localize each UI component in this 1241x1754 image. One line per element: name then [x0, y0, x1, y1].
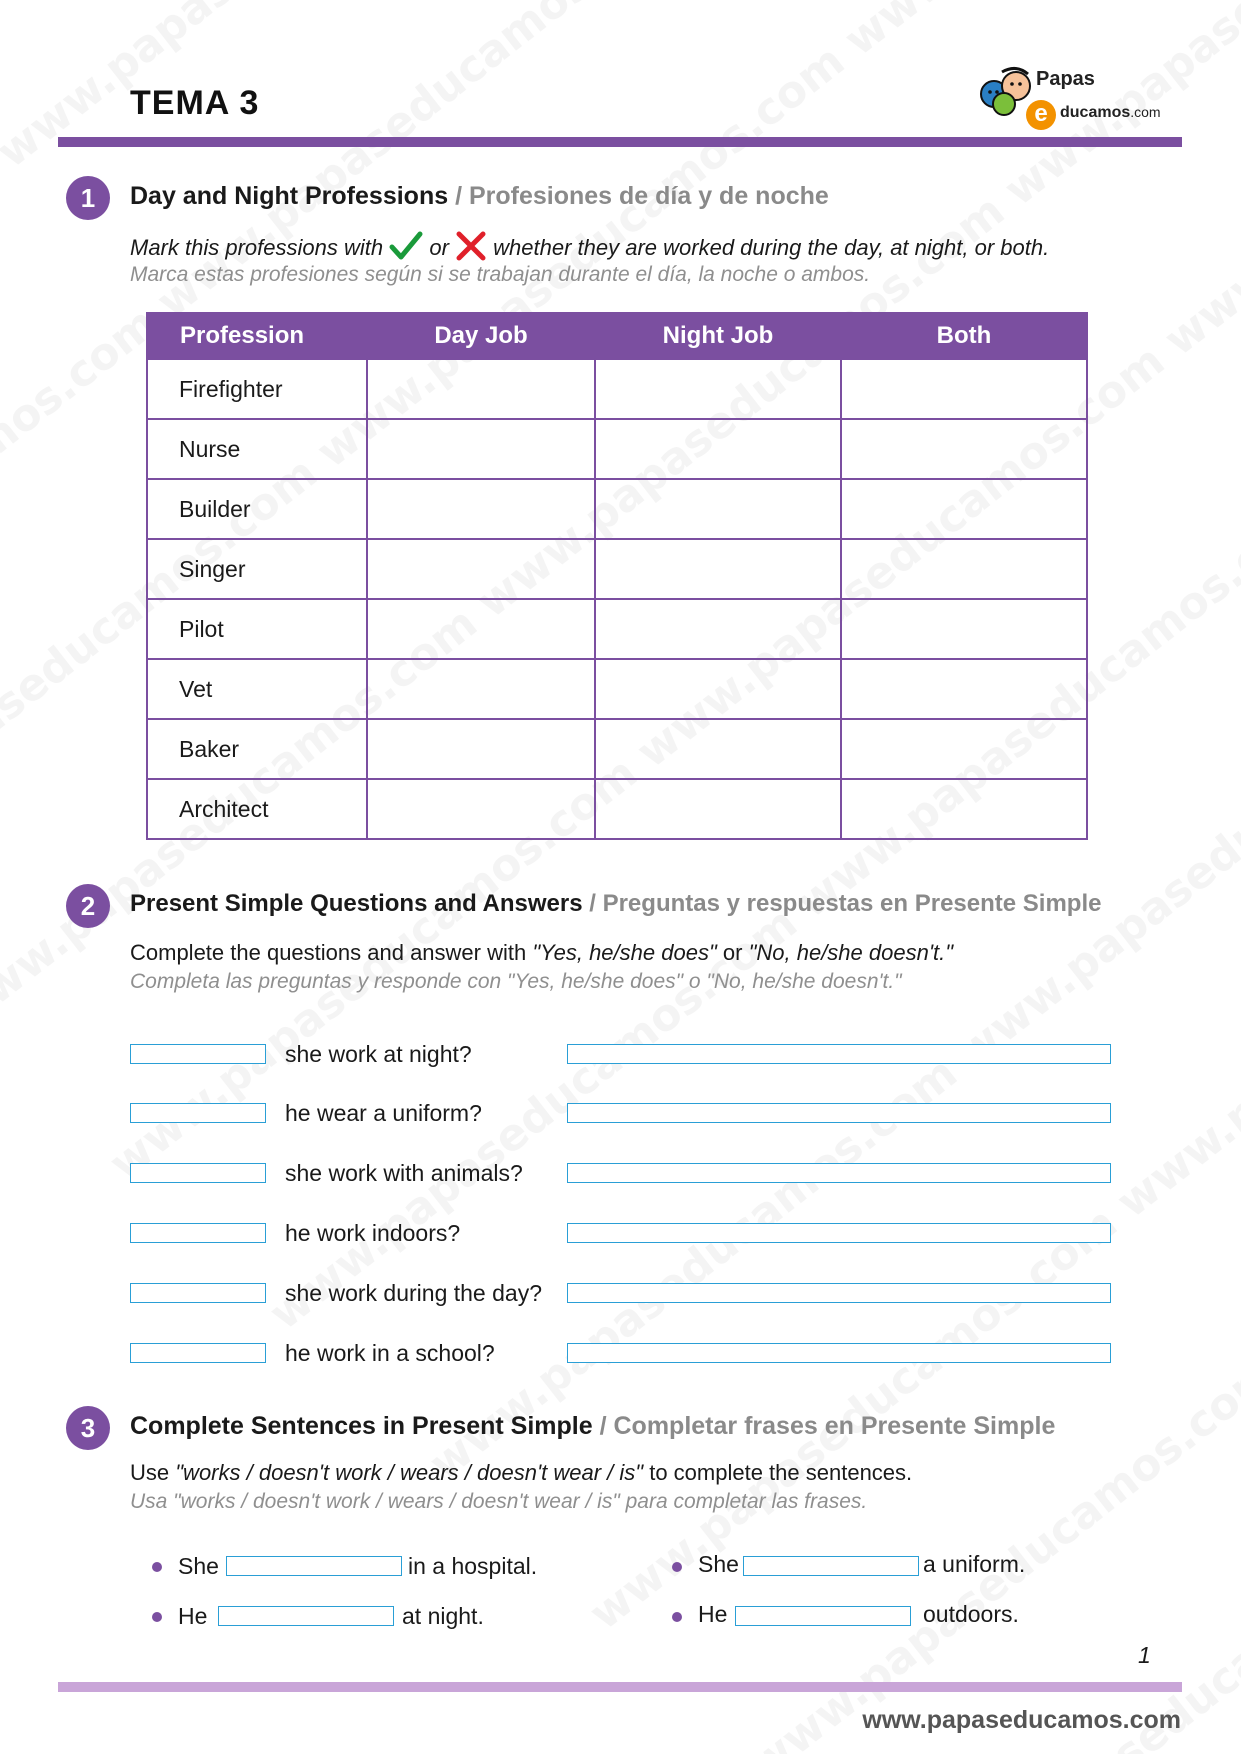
section-3-instructions-es: Usa "works / doesn't work / wears / doesn't wear / is" para completar las frases. [130, 1490, 868, 1513]
header-divider [58, 137, 1182, 147]
cell-both[interactable] [841, 599, 1087, 659]
section-3-title-en: Complete Sentences in Present Simple [130, 1412, 593, 1440]
page-title: TEMA 3 [130, 84, 260, 122]
logo-ducamos-main: ducamos [1060, 104, 1131, 121]
cell-day-job[interactable] [367, 599, 595, 659]
instr-part1: Mark this professions with [130, 235, 384, 260]
logo-text-papas: Papas [1036, 68, 1095, 90]
section-2-instructions [130, 940, 953, 966]
profession-name: Builder [147, 479, 367, 539]
table-row [147, 539, 1087, 599]
s2-instr-no: "No, he/she doesn't." [748, 940, 954, 965]
section-3-number: 3 [66, 1406, 110, 1450]
col-header-day-job: Day Job [367, 313, 595, 359]
profession-name: Architect [147, 779, 367, 839]
cell-day-job[interactable] [367, 359, 595, 419]
section-1-title-es: / Profesiones de día y de noche [455, 182, 829, 210]
sentence-rest: at night. [402, 1603, 484, 1629]
cell-day-job[interactable] [367, 539, 595, 599]
section-1-instructions [130, 231, 1049, 261]
sentence-subject: She [178, 1553, 219, 1579]
table-row [147, 419, 1087, 479]
section-1-number: 1 [66, 176, 110, 220]
section-3-title-es: / Completar frases en Presente Simple [599, 1412, 1056, 1440]
logo-e-badge: e [1026, 100, 1056, 130]
section-2-number: 2 [66, 884, 110, 928]
bullet [672, 1612, 682, 1622]
profession-name: Pilot [147, 599, 367, 659]
sentence-blank-input[interactable] [218, 1606, 394, 1626]
cell-day-job[interactable] [367, 779, 595, 839]
question-text: he work indoors? [285, 1220, 461, 1246]
cell-night-job[interactable] [595, 419, 841, 479]
answer-blank-input[interactable] [567, 1223, 1111, 1243]
cell-day-job[interactable] [367, 479, 595, 539]
cell-night-job[interactable] [595, 659, 841, 719]
profession-name: Firefighter [147, 359, 367, 419]
answer-blank-input[interactable] [567, 1044, 1111, 1064]
table-row [147, 479, 1087, 539]
sentence-subject: He [698, 1601, 728, 1627]
question-blank-input[interactable] [130, 1223, 266, 1243]
cell-day-job[interactable] [367, 659, 595, 719]
profession-name: Nurse [147, 419, 367, 479]
section-2-instructions-es: Completa las preguntas y responde con "Yes, he/she does" o "No, he/she doesn't." [130, 970, 902, 993]
s3-instr-part1: Use [130, 1460, 176, 1485]
sentence-rest: outdoors. [923, 1601, 1019, 1627]
footer-divider [58, 1682, 1182, 1692]
logo [976, 62, 1176, 132]
professions-table [146, 312, 1088, 840]
logo-text-ducamos [1060, 104, 1161, 122]
question-text: she work during the day? [285, 1280, 542, 1306]
table-row [147, 359, 1087, 419]
bullet [672, 1562, 682, 1572]
sentence-blank-input[interactable] [735, 1606, 911, 1626]
instr-part2: whether they are worked during the day, at night, or both. [493, 235, 1050, 260]
cell-night-job[interactable] [595, 359, 841, 419]
cell-night-job[interactable] [595, 719, 841, 779]
sentence-blank-input[interactable] [743, 1556, 919, 1576]
profession-name: Baker [147, 719, 367, 779]
question-blank-input[interactable] [130, 1343, 266, 1363]
cell-both[interactable] [841, 479, 1087, 539]
watermark-line [1220, 561, 1241, 1754]
table-header-row [147, 313, 1087, 359]
col-header-night-job: Night Job [595, 313, 841, 359]
answer-blank-input[interactable] [567, 1163, 1111, 1183]
footer-url: www.papaseducamos.com [862, 1706, 1181, 1734]
cell-night-job[interactable] [595, 479, 841, 539]
table-row [147, 779, 1087, 839]
cell-night-job[interactable] [595, 779, 841, 839]
question-text: she work at night? [285, 1041, 472, 1067]
check-mark-icon [389, 231, 423, 261]
section-3-title [130, 1412, 1055, 1441]
s3-instr-words: "works / doesn't work / wears / doesn't wear / is" [175, 1460, 644, 1485]
sentence-rest: a uniform. [923, 1551, 1026, 1577]
table-row [147, 719, 1087, 779]
s2-instr-part1: Complete the questions and answer with [130, 940, 533, 965]
table-row [147, 659, 1087, 719]
sentence-subject: He [178, 1603, 208, 1629]
sentence-subject: She [698, 1551, 739, 1577]
cross-mark-icon [455, 231, 487, 261]
cell-day-job[interactable] [367, 419, 595, 479]
section-1-instructions-es: Marca estas profesiones según si se trabajan durante el día, la noche o ambos. [130, 263, 871, 286]
page-number: 1 [1138, 1642, 1151, 1668]
profession-name: Vet [147, 659, 367, 719]
section-1-title [130, 182, 829, 211]
logo-com-suffix: .com [1130, 104, 1161, 120]
answer-blank-input[interactable] [567, 1343, 1111, 1363]
section-2-title-en: Present Simple Questions and Answers [130, 890, 583, 917]
question-blank-input[interactable] [130, 1044, 266, 1064]
cell-both[interactable] [841, 719, 1087, 779]
sentence-rest: in a hospital. [408, 1553, 538, 1579]
s2-instr-yes: "Yes, he/she does" [532, 940, 717, 965]
s3-instr-part2: to complete the sentences. [643, 1460, 913, 1485]
instr-or: or [429, 235, 449, 260]
bullet [152, 1612, 162, 1622]
cell-both[interactable] [841, 659, 1087, 719]
section-1-title-en: Day and Night Professions [130, 182, 449, 210]
section-3-instructions [130, 1460, 912, 1486]
cell-day-job[interactable] [367, 719, 595, 779]
bullet [152, 1562, 162, 1572]
section-2-title-es: / Preguntas y respuestas en Presente Simple [589, 890, 1102, 917]
s2-instr-or: or [716, 940, 749, 965]
cell-both[interactable] [841, 359, 1087, 419]
sentence-blank-input[interactable] [226, 1556, 402, 1576]
col-header-profession: Profession [147, 313, 367, 359]
question-blank-input[interactable] [130, 1103, 266, 1123]
table-row [147, 599, 1087, 659]
cell-both[interactable] [841, 779, 1087, 839]
question-text: she work with animals? [285, 1160, 523, 1186]
section-2-title [130, 890, 1101, 918]
answer-blank-input[interactable] [567, 1103, 1111, 1123]
answer-blank-input[interactable] [567, 1283, 1111, 1303]
cell-both[interactable] [841, 539, 1087, 599]
cell-night-job[interactable] [595, 539, 841, 599]
profession-name: Singer [147, 539, 367, 599]
col-header-both: Both [841, 313, 1087, 359]
question-text: he work in a school? [285, 1340, 495, 1366]
cell-both[interactable] [841, 419, 1087, 479]
question-text: he wear a uniform? [285, 1100, 482, 1126]
question-blank-input[interactable] [130, 1163, 266, 1183]
question-blank-input[interactable] [130, 1283, 266, 1303]
cell-night-job[interactable] [595, 599, 841, 659]
